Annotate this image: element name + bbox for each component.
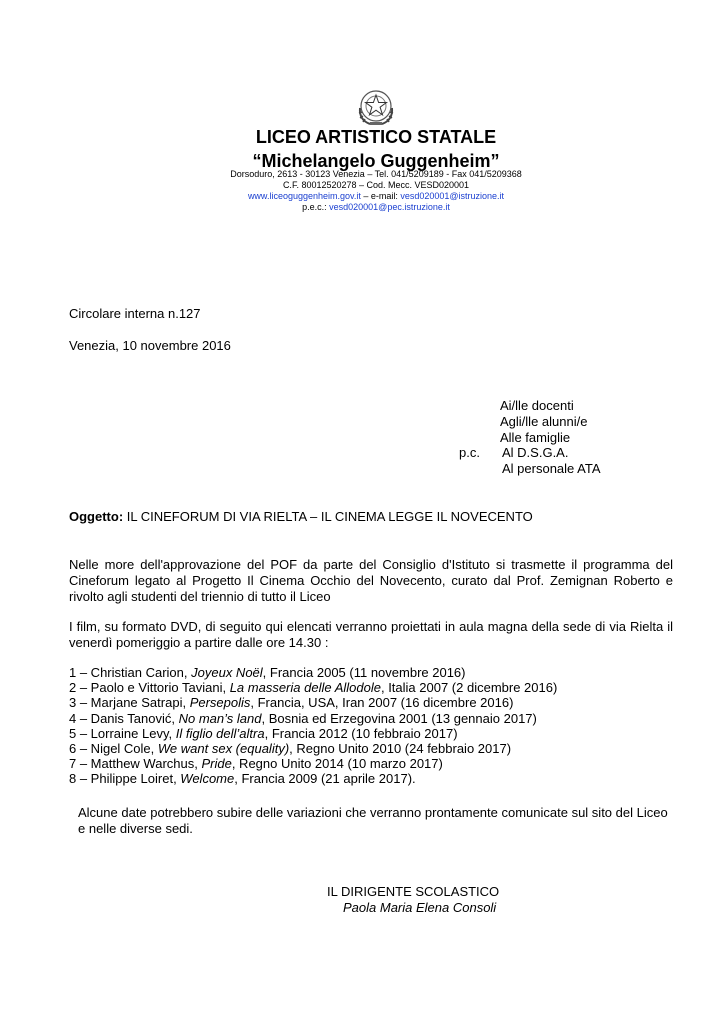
school-pec — [0, 202, 725, 213]
recipient-students: Agli/lle alunni/e — [500, 414, 588, 429]
recipient-teachers: Ai/lle docenti — [500, 398, 574, 413]
recipient-families: Alle famiglie — [500, 430, 571, 445]
website-link[interactable]: www.liceoguggenheim.gov.it — [247, 191, 361, 201]
note-paragraph: Alcune date potrebbero subire delle variazioni che verranno prontamente comunicate sul sito del Liceo e nelle diverse sedi. — [78, 805, 668, 836]
school-codes: C.F. 80012520278 – Cod. Mecc. VESD020001 — [282, 180, 470, 190]
school-address: Dorsoduro, 2613 - 30123 Venezia – Tel. 041/5209189 - Fax 041/5209368 — [230, 169, 522, 179]
subject-text: IL CINEFORUM DI VIA RIELTA – IL CINEMA LEGGE IL NOVECENTO — [123, 509, 533, 524]
list-item: 4 – Danis Tanović, No man’s land, Bosnia ed Erzegovina 2001 (13 gennaio 2017) — [69, 710, 537, 726]
signature-name: Paola Maria Elena Consoli — [343, 900, 497, 915]
recipient-dsga: Al D.S.G.A. — [502, 445, 569, 460]
school-dedication: “Michelangelo Guggenheim” — [252, 151, 500, 171]
signature-role: IL DIRIGENTE SCOLASTICO — [327, 884, 500, 899]
recipient-ata: Al personale ATA — [502, 461, 601, 476]
list-item: 2 – Paolo e Vittorio Taviani, La masseria delle Allodole, Italia 2007 (2 dicembre 2016) — [69, 680, 558, 696]
school-contacts — [0, 191, 725, 202]
pc-label: p.c. — [459, 445, 480, 460]
list-item: 1 – Christian Carion, Joyeux Noël, Francia 2005 (11 novembre 2016) — [69, 665, 466, 680]
subject-line — [69, 509, 533, 524]
list-item: 8 – Philippe Loiret, Welcome, Francia 2009 (21 aprile 2017). — [69, 771, 416, 787]
document-date: Venezia, 10 novembre 2016 — [69, 338, 231, 353]
list-item: 6 – Nigel Cole, We want sex (equality), Regno Unito 2010 (24 febbraio 2017) — [69, 740, 512, 756]
email-link[interactable]: vesd020001@istruzione.it — [400, 191, 505, 201]
circular-number: Circolare interna n.127 — [69, 306, 201, 321]
pec-label: p.e.c.: — [302, 202, 330, 212]
pec-link[interactable]: vesd020001@pec.istruzione.it — [329, 202, 450, 212]
emblem-of-italy-icon — [356, 86, 396, 128]
list-item: 7 – Matthew Warchus, Pride, Regno Unito 2014 (10 marzo 2017) — [69, 756, 443, 772]
school-name: LICEO ARTISTICO STATALE — [255, 127, 497, 147]
film-list — [69, 665, 557, 787]
email-label: – e-mail: — [360, 191, 401, 201]
screening-paragraph: I film, su formato DVD, di seguito qui elencati verranno proiettati in aula magna della sede di via Rielta il venerdì pomeriggio a partire dalle ore 14.30 : — [69, 619, 673, 650]
intro-paragraph: Nelle more dell'approvazione del POF da parte del Consiglio d'Istituto si trasmette il programma del Cineforum legato al Progetto Il Cinema Occhio del Novecento, curato dal Prof. Zemignan Roberto e rivolto agli studenti del triennio di tutto il Liceo — [69, 557, 673, 604]
list-item: 3 – Marjane Satrapi, Persepolis, Francia, USA, Iran 2007 (16 dicembre 2016) — [69, 695, 514, 711]
subject-label: Oggetto: — [69, 509, 124, 524]
list-item: 5 – Lorraine Levy, Il figlio dell’altra, Francia 2012 (10 febbraio 2017) — [69, 725, 458, 741]
